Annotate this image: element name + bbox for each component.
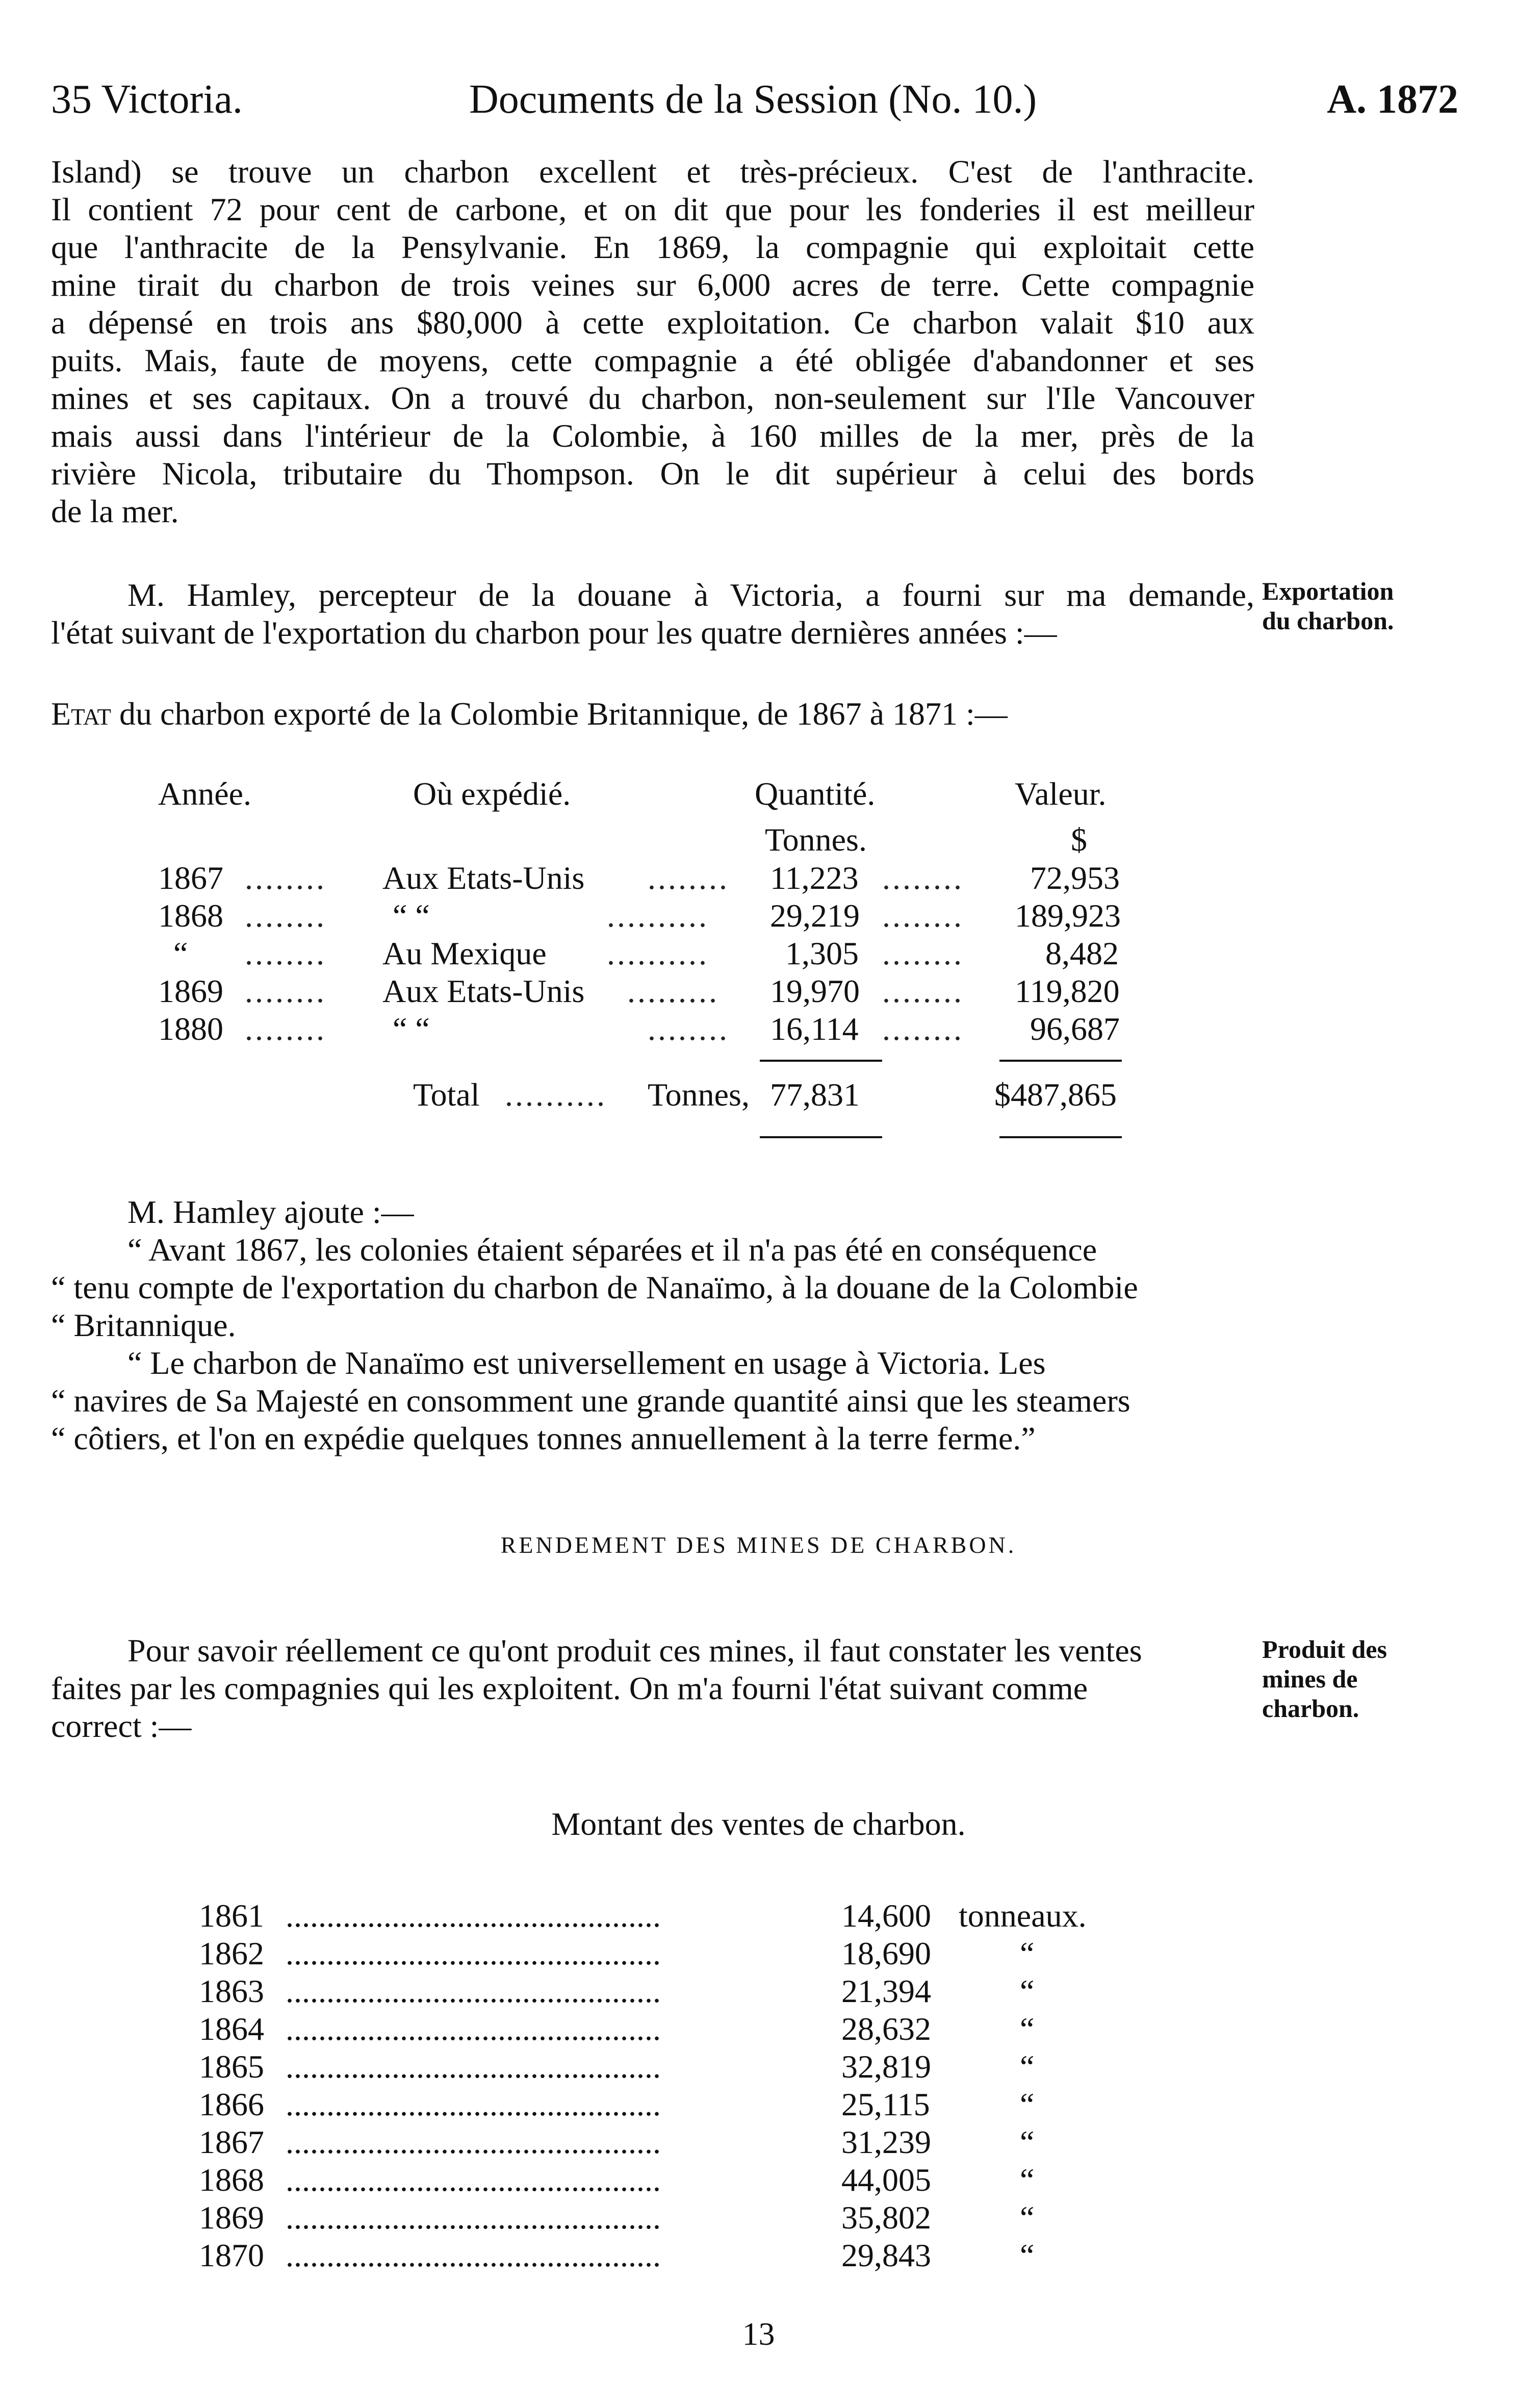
header-center: Documents de la Session (No. 10.) <box>469 77 1037 122</box>
intro-paragraph <box>51 153 1254 530</box>
table-row <box>158 897 1178 935</box>
cell-val: 189,923 <box>1015 898 1121 934</box>
total-row <box>158 1076 1178 1114</box>
cell-qty: 16,114 <box>770 1011 859 1047</box>
table-row <box>199 2086 1219 2123</box>
sales-ditto: “ <box>1020 2124 1035 2160</box>
intro-line: que l'anthracite de la Pensylvanie. En 1869, la compagnie qui exploitait cette <box>51 229 1254 265</box>
table-row <box>199 1935 1219 1972</box>
intro-line: mine tirait du charbon de trois veines sur 6,000 acres de terre. Cette compagnie <box>51 267 1254 303</box>
leader-dots: ........ <box>648 1011 729 1047</box>
margin-note-exportation <box>1262 576 1466 635</box>
table-row <box>199 2123 1219 2161</box>
intro-line: mines et ses capitaux. On a trouvé du charbon, non-seulement sur l'Ile Vancouver <box>51 380 1254 416</box>
cell-year: “ <box>173 935 188 971</box>
cell-dest: Au Mexique <box>382 935 547 971</box>
cell-val: 119,820 <box>1015 973 1120 1009</box>
leader-dots: ........ <box>245 898 326 934</box>
produit-line: correct :— <box>51 1708 192 1744</box>
sales-year: 1861 <box>199 1898 264 1934</box>
leader-dots: ........ <box>245 1011 326 1047</box>
section-title: RENDEMENT DES MINES DE CHARBON. <box>500 1532 1017 1558</box>
table-row <box>158 935 1178 972</box>
sales-year: 1869 <box>199 2199 264 2236</box>
cell-qty: 11,223 <box>770 860 859 896</box>
cell-val: 8,482 <box>1045 935 1119 971</box>
sales-year: 1867 <box>199 2124 264 2160</box>
header-dest: Où expédié. <box>413 776 571 812</box>
sales-amount: 31,239 <box>841 2124 931 2160</box>
subtotal-rule-val <box>999 1060 1122 1062</box>
cell-dest: Aux Etats-Unis <box>382 860 585 896</box>
hamley-paragraph <box>51 576 1254 652</box>
produit-line: faites par les compagnies qui les exploitent. On m'a fourni l'état suivant comme <box>51 1670 1088 1706</box>
quote-line: “ Britannique. <box>51 1307 236 1343</box>
leader-dots: .............................................. <box>286 2124 661 2160</box>
leader-dots: .......... <box>607 935 709 971</box>
leader-dots: .............................................. <box>286 2011 661 2047</box>
total-label: Total <box>413 1077 480 1113</box>
intro-line: puits. Mais, faute de moyens, cette compagnie a été obligée d'abandonner et ses <box>51 342 1254 378</box>
leader-dots: ........ <box>245 935 326 971</box>
leader-dots: .......... <box>505 1077 607 1113</box>
table-row <box>199 2048 1219 2086</box>
sales-amount: 44,005 <box>841 2162 931 2198</box>
margin-note-line: Exportation <box>1262 577 1394 605</box>
leader-dots: .............................................. <box>286 2086 661 2122</box>
quote-line: “ tenu compte de l'exportation du charbon de Nanaïmo, à la douane de la Colombie <box>51 1269 1138 1305</box>
header-left: 35 Victoria. <box>51 77 243 122</box>
hamley-line: M. Hamley, percepteur de la douane à Victoria, a fourni sur ma demande, <box>127 577 1254 613</box>
total-unit: Tonnes, <box>648 1077 750 1113</box>
header-right: A. 1872 <box>1327 77 1458 122</box>
cell-val: 72,953 <box>1030 860 1120 896</box>
sales-ditto: “ <box>1020 2237 1035 2273</box>
quote-line: “ côtiers, et l'on en expédie quelques tonnes annuellement à la terre ferme.” <box>51 1420 1036 1456</box>
sales-amount: 35,802 <box>841 2199 931 2236</box>
intro-line: a dépensé en trois ans $80,000 à cette exploitation. Ce charbon valait $10 aux <box>51 304 1254 341</box>
leader-dots: ........ <box>882 973 964 1009</box>
cell-dest: Aux Etats-Unis <box>382 973 585 1009</box>
leader-dots: ......... <box>627 973 719 1009</box>
cell-year: 1869 <box>158 973 223 1009</box>
table-row <box>199 2161 1219 2199</box>
sales-year: 1866 <box>199 2086 264 2122</box>
unit-val: $ <box>1071 822 1087 858</box>
sales-amount: 29,843 <box>841 2237 931 2273</box>
sales-amount: 32,819 <box>841 2048 931 2085</box>
sales-amount: 21,394 <box>841 1973 931 2009</box>
table-row <box>199 1897 1219 1935</box>
cell-dest: “ “ <box>393 1011 430 1047</box>
sales-year: 1865 <box>199 2048 264 2085</box>
header-year: Année. <box>158 776 252 812</box>
margin-note-line: mines de <box>1262 1664 1358 1693</box>
sales-amount: 14,600 <box>841 1898 931 1934</box>
total-val: $487,865 <box>994 1077 1117 1113</box>
subtotal-rule-qty <box>760 1060 882 1062</box>
sales-year: 1862 <box>199 1935 264 1971</box>
total-qty: 77,831 <box>770 1077 860 1113</box>
cell-qty: 19,970 <box>770 973 860 1009</box>
leader-dots: ........ <box>245 973 326 1009</box>
export-table-units <box>158 821 1178 859</box>
page-number: 13 <box>742 2316 775 2352</box>
sales-ditto: “ <box>1020 1973 1035 2009</box>
header-qty: Quantité. <box>755 776 876 812</box>
margin-note-line: du charbon. <box>1262 606 1394 635</box>
sales-ditto: “ <box>1020 2162 1035 2198</box>
leader-dots: .............................................. <box>286 2199 661 2236</box>
table-row <box>199 2237 1219 2274</box>
etat-smallcaps: Etat <box>51 696 111 732</box>
cell-year: 1868 <box>158 898 223 934</box>
total-rule-qty <box>760 1136 882 1138</box>
table-row <box>199 1972 1219 2010</box>
leader-dots: .......... <box>607 898 709 934</box>
table-row <box>158 972 1178 1010</box>
sales-year: 1864 <box>199 2011 264 2047</box>
intro-line: rivière Nicola, tributaire du Thompson. On le dit supérieur à celui des bords <box>51 455 1254 492</box>
header-val: Valeur. <box>1015 776 1107 812</box>
table-row <box>199 2010 1219 2048</box>
intro-line: Island) se trouve un charbon excellent et très-précieux. C'est de l'anthracite. <box>51 153 1254 190</box>
etat-heading <box>51 694 1275 734</box>
leader-dots: ........ <box>882 898 964 934</box>
margin-note-produit <box>1262 1634 1466 1723</box>
sales-year: 1863 <box>199 1973 264 2009</box>
quote-line: “ Le charbon de Nanaïmo est universellement en usage à Victoria. Les <box>127 1345 1046 1381</box>
hamley-line: l'état suivant de l'exportation du charbon pour les quatre dernières années :— <box>51 614 1057 651</box>
leader-dots: .............................................. <box>286 1935 661 1971</box>
produit-paragraph <box>51 1632 1254 1745</box>
leader-dots: .............................................. <box>286 2237 661 2273</box>
table-row <box>158 859 1178 897</box>
cell-val: 96,687 <box>1030 1011 1120 1047</box>
leader-dots: ........ <box>882 935 964 971</box>
cell-year: 1867 <box>158 860 223 896</box>
leader-dots: .............................................. <box>286 1898 661 1934</box>
quote-intro: M. Hamley ajoute :— <box>127 1194 414 1230</box>
sales-amount: 25,115 <box>841 2086 930 2122</box>
sales-ditto: “ <box>1020 1935 1035 1971</box>
hamley-quote <box>51 1193 1254 1457</box>
sales-amount: 18,690 <box>841 1935 931 1971</box>
total-rule-val <box>999 1136 1122 1138</box>
leader-dots: ........ <box>648 860 729 896</box>
leader-dots: ........ <box>882 1011 964 1047</box>
cell-dest: “ “ <box>393 898 430 934</box>
etat-rest: du charbon exporté de la Colombie Britannique, de 1867 à 1871 :— <box>111 696 1008 732</box>
leader-dots: .............................................. <box>286 2162 661 2198</box>
quote-line: “ Avant 1867, les colonies étaient séparées et il n'a pas été en conséquence <box>127 1232 1097 1268</box>
intro-line: mais aussi dans l'intérieur de la Colombie, à 160 milles de la mer, près de la <box>51 418 1254 454</box>
sales-table-title: Montant des ventes de charbon. <box>551 1806 966 1842</box>
sales-unit: tonneaux. <box>959 1898 1087 1934</box>
table-row <box>199 2199 1219 2237</box>
leader-dots: .............................................. <box>286 1973 661 2009</box>
sales-ditto: “ <box>1020 2086 1035 2122</box>
sales-year: 1868 <box>199 2162 264 2198</box>
intro-line: de la mer. <box>51 493 179 529</box>
export-table-header <box>158 775 1178 813</box>
margin-note-line: charbon. <box>1262 1694 1359 1723</box>
sales-year: 1870 <box>199 2237 264 2273</box>
sales-ditto: “ <box>1020 2011 1035 2047</box>
quote-line: “ navires de Sa Majesté en consomment une grande quantité ainsi que les steamers <box>51 1382 1130 1419</box>
table-row <box>158 1010 1178 1048</box>
cell-qty: 1,305 <box>785 935 859 971</box>
sales-ditto: “ <box>1020 2048 1035 2085</box>
intro-line: Il contient 72 pour cent de carbone, et on dit que pour les fonderies il est meilleur <box>51 191 1254 227</box>
unit-qty: Tonnes. <box>765 822 867 858</box>
leader-dots: ........ <box>882 860 964 896</box>
sales-ditto: “ <box>1020 2199 1035 2236</box>
leader-dots: ........ <box>245 860 326 896</box>
sales-amount: 28,632 <box>841 2011 931 2047</box>
cell-year: 1880 <box>158 1011 223 1047</box>
leader-dots: .............................................. <box>286 2048 661 2085</box>
produit-line: Pour savoir réellement ce qu'ont produit ces mines, il faut constater les ventes <box>127 1632 1142 1669</box>
margin-note-line: Produit des <box>1262 1635 1387 1663</box>
cell-qty: 29,219 <box>770 898 860 934</box>
page-header <box>51 71 1458 127</box>
